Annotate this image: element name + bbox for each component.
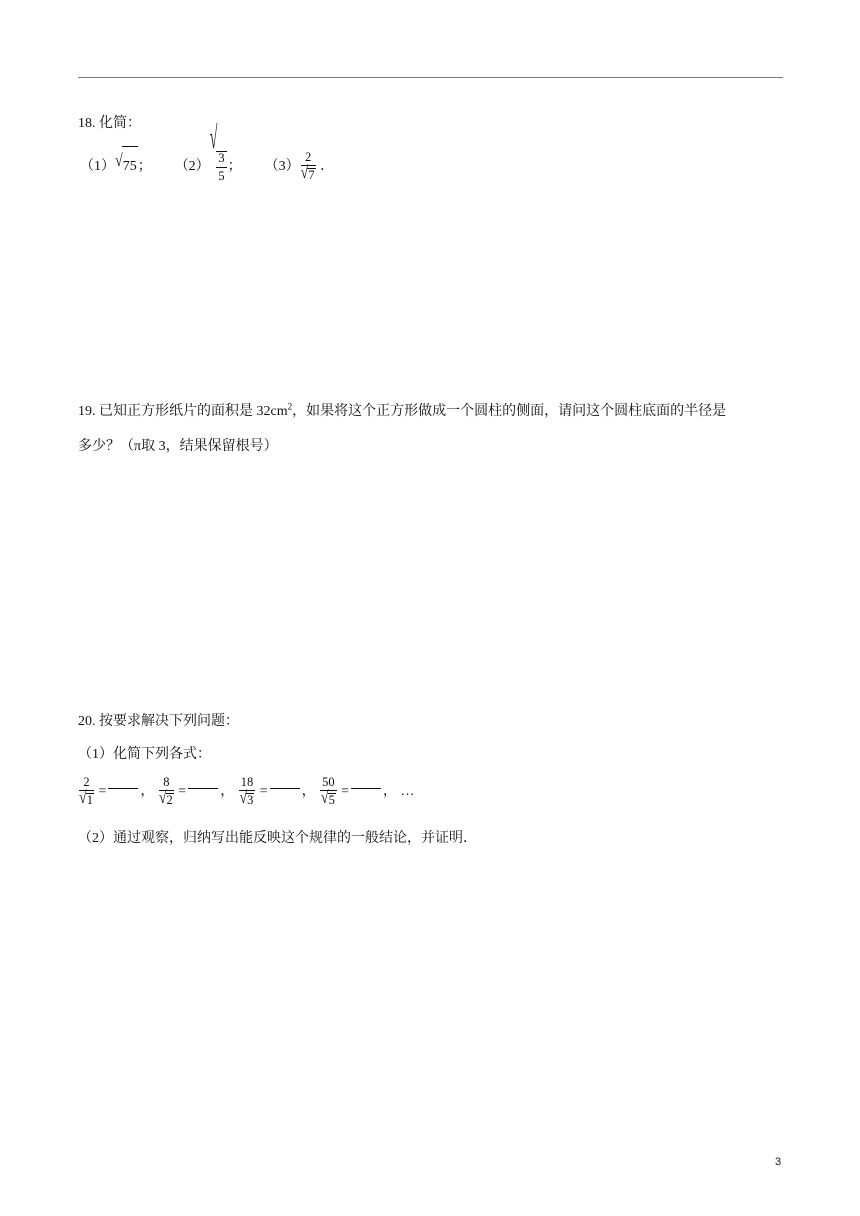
- q20-fraction-row: $\frac{2}{√1}$ = ， $\frac{8}{√2}$ = ， $\frac{18}{√3}$ = ， $\frac{50}{√5}$ = ， …: [79, 774, 415, 809]
- answer-blank: [108, 778, 138, 789]
- answer-blank: [270, 778, 300, 789]
- fraction-2: $\frac{8}{√2}$: [158, 774, 173, 809]
- q20-heading: 20. 按要求解决下列问题：: [78, 714, 239, 729]
- q18-fraction-2-over-sqrt7: $\frac{2}{√7}$: [300, 149, 315, 184]
- fraction-3: $\frac{18}{√3}$: [239, 774, 254, 809]
- radical-icon: √: [79, 789, 87, 809]
- radical-icon: √: [300, 164, 309, 184]
- q18-sqrt75: √75: [115, 146, 138, 187]
- radical-icon: √: [209, 122, 218, 157]
- q20-part2: （2）通过观察，归纳写出能反映这个规律的一般结论，并证明．: [78, 831, 477, 846]
- ellipsis: …: [400, 784, 415, 799]
- page-number: 3: [775, 1156, 782, 1168]
- radical-icon: √: [320, 789, 329, 809]
- q18-part1-label: （1）: [80, 159, 115, 174]
- answer-blank: [188, 778, 218, 789]
- answer-blank: [351, 778, 381, 789]
- q19-line2: 多少？（π取 3，结果保留根号）: [78, 439, 278, 454]
- fraction-4: $\frac{50}{√5}$: [320, 774, 335, 809]
- header-rule: [78, 77, 783, 78]
- q18-items: （1）√75； （2）√ $\frac{3}{5}$ ； （3） $\frac{2}{√7}$ ．: [80, 146, 334, 186]
- q18-heading: 18. 化简：: [78, 116, 141, 131]
- q18-part3-label: （3）: [264, 159, 300, 174]
- q20-part1: （1）化简下列各式：: [78, 747, 211, 762]
- q18-sqrt-fraction: √ $\frac{3}{5}$: [210, 147, 228, 187]
- q18-part2-label: （2）: [174, 159, 210, 174]
- q19-line1: 19. 已知正方形纸片的面积是 $32cm^2$，如果将这个正方形做成一个圆柱的侧面，请问这个圆柱底面的半径是: [78, 401, 727, 419]
- radical-icon: √: [115, 152, 123, 171]
- radical-icon: √: [158, 789, 167, 809]
- fraction-1: $\frac{2}{√1}$: [79, 774, 93, 809]
- radical-icon: √: [239, 789, 248, 809]
